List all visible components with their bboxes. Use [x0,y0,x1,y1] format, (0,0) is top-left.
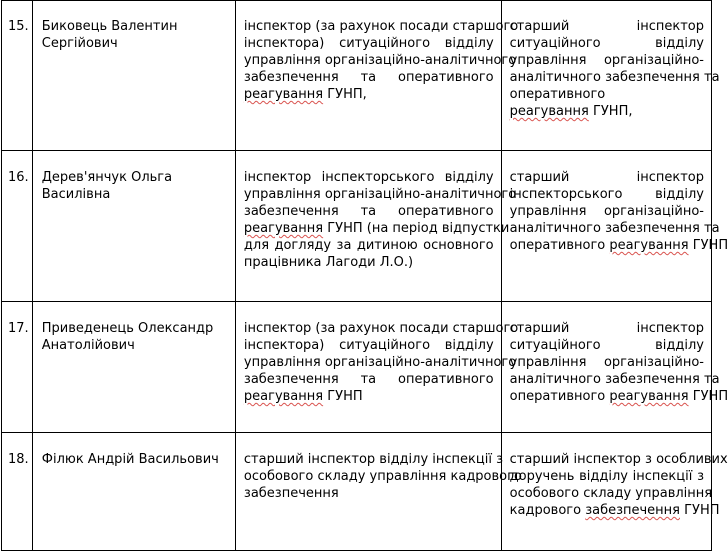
row-number: 17. [2,302,33,433]
table-row [2,1,712,151]
new-position: старший інспектор з особливих доручень відділу інспекції з особового складу управління кадрового забезпечення ГУНП [501,433,711,551]
new-position: старший інспектор інспекторського відділу управління організаційно- аналітичного забезпечення та оперативного реагування ГУНП [501,151,711,302]
new-position: старший інспектор ситуаційного відділу управління організаційно- аналітичного забезпечення та оперативного реагування ГУНП, [501,1,711,151]
table-row [2,151,712,302]
table-row [2,433,712,551]
row-number: 18. [2,433,33,551]
current-position: старший інспектор відділу інспекції з особового складу управління кадрового забезпечення [235,433,501,551]
current-position: інспектор (за рахунок посади старшого інспектора) ситуаційного відділу управління організаційно-аналітичного забезпечення та оперативного реагування ГУНП, [235,1,501,151]
employee-name: Биковець Валентин Сергійович [32,1,235,151]
current-position: інспектор (за рахунок посади старшого інспектора) ситуаційного відділу управління організаційно-аналітичного забезпечення та оперативного реагування ГУНП [235,302,501,433]
row-number: 16. [2,151,33,302]
row-number: 15. [2,1,33,151]
appointments-table [1,0,728,551]
employee-name: Філюк Андрій Васильович [32,433,235,551]
new-position: старший інспектор ситуаційного відділу управління організаційно- аналітичного забезпечення та оперативного реагування ГУНП [501,302,711,433]
employee-name: Приведенець Олександр Анатолійович [32,302,235,433]
employee-name: Дерев'янчук Ольга Василівна [32,151,235,302]
current-position: інспектор інспекторського відділу управління організаційно-аналітичного забезпечення та оперативного реагування ГУНП (на період відпустки для догляду за дитиною основного працівника Лагоди Л.О.) [235,151,501,302]
table-row [2,302,712,433]
